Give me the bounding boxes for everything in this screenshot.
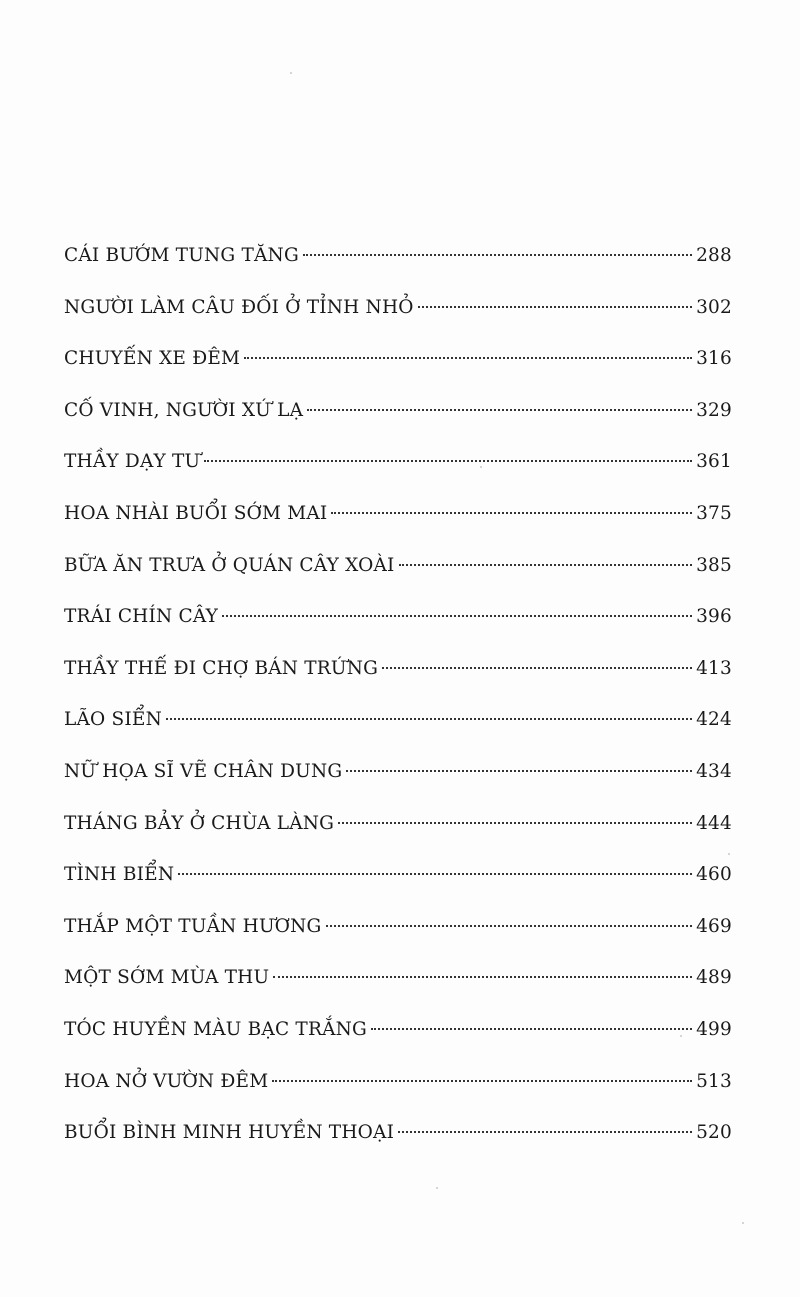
toc-entry-title: TÌNH BIỂN xyxy=(64,864,175,886)
toc-entry-title: BỮA ĂN TRƯA Ở QUÁN CÂY XOÀI xyxy=(64,554,395,576)
toc-entry-page: 385 xyxy=(696,554,732,576)
toc-entry-page: 396 xyxy=(696,606,732,628)
toc-entry-page: 375 xyxy=(696,502,732,524)
toc-entry xyxy=(64,1071,732,1123)
toc-entry-page: 288 xyxy=(696,245,732,266)
toc-entry-title: LÃO SIỂN xyxy=(64,709,162,731)
dot-leader xyxy=(273,976,692,978)
toc-entry xyxy=(64,348,732,400)
dot-leader xyxy=(382,667,692,669)
toc-entry-page: 513 xyxy=(696,1070,732,1092)
toc-entry-page: 316 xyxy=(696,348,732,370)
dot-leader xyxy=(399,564,693,566)
toc-entry-title: THẦY THẾ ĐI CHỢ BÁN TRỨNG xyxy=(64,657,379,679)
paper-speck xyxy=(742,1222,744,1224)
paper-speck xyxy=(436,1187,438,1189)
toc-entry xyxy=(64,967,732,1019)
dot-leader xyxy=(307,409,692,411)
dot-leader xyxy=(204,460,692,462)
toc-entry xyxy=(64,503,732,555)
dot-leader xyxy=(398,1131,692,1133)
toc-entry xyxy=(64,658,732,710)
toc-entry-page: 361 xyxy=(696,451,732,473)
toc-entry-title: NGƯỜI LÀM CÂU ĐỐI Ở TỈNH NHỎ xyxy=(64,296,414,318)
toc-entry-page: 499 xyxy=(696,1018,732,1040)
toc-entry-page: 489 xyxy=(696,967,732,989)
toc-entry-title: THẮP MỘT TUẦN HƯƠNG xyxy=(64,915,322,937)
toc-entry-page: 444 xyxy=(696,812,732,834)
dot-leader xyxy=(178,873,692,875)
toc-entry-page: 520 xyxy=(696,1122,732,1144)
toc-entry-title: CỐ VINH, NGƯỜI XỨ LẠ xyxy=(64,399,304,421)
toc-entry xyxy=(64,451,732,503)
toc-entry-title: TÓC HUYỀN MÀU BẠC TRẮNG xyxy=(64,1018,368,1040)
dot-leader xyxy=(303,254,692,256)
dot-leader xyxy=(222,615,692,617)
toc-entry-title: HOA NHÀI BUỔI SỚM MAI xyxy=(64,502,328,524)
toc-entry xyxy=(64,709,732,761)
toc-entry-page: 424 xyxy=(696,709,732,731)
toc-entry-title: MỘT SỚM MÙA THU xyxy=(64,967,270,989)
paper-speck xyxy=(290,72,292,74)
dot-leader xyxy=(418,306,692,308)
toc-entry-title: TRÁI CHÍN CÂY xyxy=(64,606,219,628)
toc-entry xyxy=(64,400,732,452)
dot-leader xyxy=(346,770,692,772)
toc-entry xyxy=(64,813,732,865)
dot-leader xyxy=(166,718,692,720)
dot-leader xyxy=(331,512,692,514)
toc-entry-title: CÁI BƯỚM TUNG TĂNG xyxy=(64,245,299,266)
toc-entry xyxy=(64,864,732,916)
toc-entry-page: 460 xyxy=(696,864,732,886)
dot-leader xyxy=(272,1080,692,1082)
toc-entry-title: THÁNG BẢY Ở CHÙA LÀNG xyxy=(64,812,335,834)
toc-entry xyxy=(64,1019,732,1071)
toc-entry-page: 329 xyxy=(696,399,732,421)
dot-leader xyxy=(244,357,692,359)
toc-entry-title: THẦY DẠY TƯ xyxy=(64,451,201,473)
dot-leader xyxy=(326,925,693,927)
dot-leader xyxy=(371,1028,692,1030)
toc-entry-page: 413 xyxy=(696,657,732,679)
toc-entry xyxy=(64,1122,732,1174)
toc-entry-page: 469 xyxy=(696,915,732,937)
toc-entry-page: 434 xyxy=(696,760,732,782)
toc-entry-title: CHUYẾN XE ĐÊM xyxy=(64,348,241,370)
toc-entry xyxy=(64,606,732,658)
dot-leader xyxy=(338,822,692,824)
toc-entry xyxy=(64,916,732,968)
toc-entry xyxy=(64,245,732,297)
toc-entry xyxy=(64,297,732,349)
toc-entry-page: 302 xyxy=(696,296,732,318)
toc-entry xyxy=(64,761,732,813)
toc-entry-title: NỮ HỌA SĨ VẼ CHÂN DUNG xyxy=(64,760,343,782)
toc-entry xyxy=(64,555,732,607)
toc-entry-title: HOA NỞ VƯỜN ĐÊM xyxy=(64,1070,269,1092)
table-of-contents xyxy=(64,245,732,1174)
toc-entry-title: BUỔI BÌNH MINH HUYỀN THOẠI xyxy=(64,1122,395,1144)
